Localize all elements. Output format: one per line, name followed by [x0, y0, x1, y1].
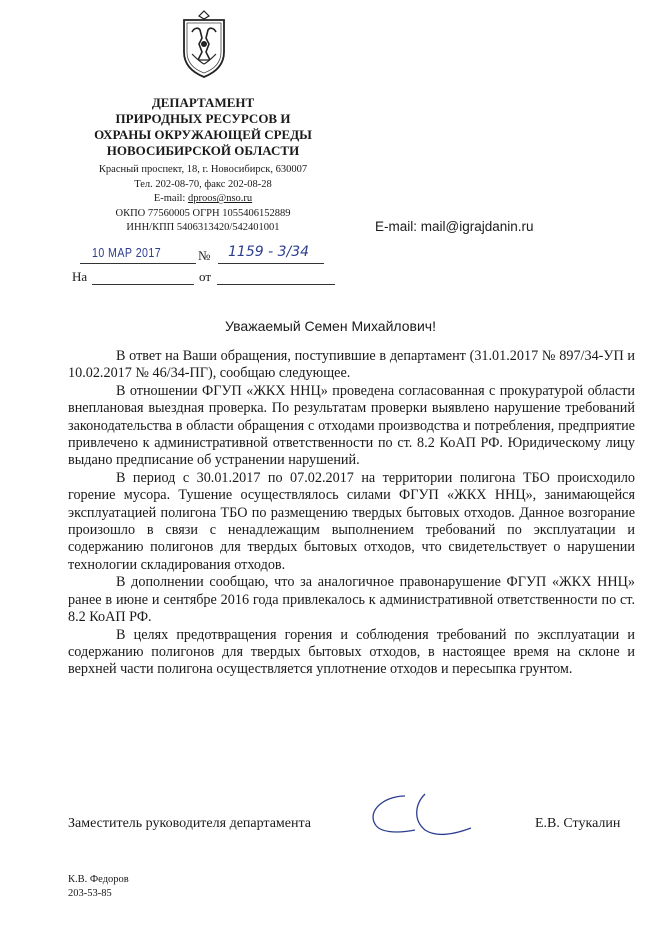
paragraph: В период с 30.01.2017 по 07.02.2017 на территории полигона ТБО происходило горение мусора. Тушение осуществлялось силами ФГУП «ЖКХ ННЦ», занимающейся эксплуатацией полигона ТБО по размещению твердых бытовых отходов. Данное возгорание произошло в связи с ненадлежащим выполнением требований по эксплуатации и содержанию полигонов для твердых бытовых отходов, что свидетельствует о нарушении технологии складирования отходов.: [68, 469, 635, 573]
signer-name: Е.В. Стукалин: [535, 816, 621, 831]
department-name-line: ПРИРОДНЫХ РЕСУРСОВ И: [115, 111, 291, 126]
sender-email-prefix: E-mail:: [153, 193, 188, 205]
sender-address: Красный проспект, 18, г. Новосибирск, 630007: [98, 164, 308, 175]
date-stamp: 10 МАР 2017: [92, 246, 162, 260]
department-name: [36, 95, 370, 159]
paragraph: В дополнении сообщаю, что за аналогичное правонарушение ФГУП «ЖКХ ННЦ» ранее в июне и сентябре 2016 года привлекалось к административной ответственности по ст. 8.2 КоАП РФ.: [68, 574, 635, 626]
paragraph: В отношении ФГУП «ЖКХ ННЦ» проведена согласованная с прокуратурой области внеплановая выездная проверка. По результатам проверки выявлено нарушение требований законодательства в области обращения с отходами производства и потребления, предприятие привлечено к административной ответственности по ст. 8.2 КоАП РФ. Юридическому лицу выдано предписание об устранении нарушений.: [68, 382, 635, 469]
handwritten-number: 1159 - 3/34: [228, 244, 310, 260]
sender-contacts: [36, 163, 370, 236]
coat-of-arms-icon: [178, 10, 230, 78]
date-underline: [80, 263, 196, 264]
number-label: №: [198, 248, 211, 263]
sender-email-link[interactable]: dproos@nso.ru: [187, 193, 253, 205]
sender-okpo: ОКПО 77560005 ОГРН 1055406152889: [115, 207, 291, 219]
executor-info: [68, 873, 129, 901]
letter-body: [68, 348, 635, 679]
department-name-line: НОВОСИБИРСКОЙ ОБЛАСТИ: [106, 143, 300, 158]
sender-email-line: [36, 192, 370, 207]
signature-icon: [355, 790, 475, 840]
department-name-line: ОХРАНЫ ОКРУЖАЮЩЕЙ СРЕДЫ: [94, 127, 312, 142]
sender-inn: ИНН/КПП 5406313420/542401001: [126, 222, 280, 234]
signer-position: Заместитель руководителя департамента: [68, 816, 311, 831]
na-label: На: [72, 269, 88, 284]
sender-phone: Тел. 202-08-70, факс 202-08-28: [134, 178, 272, 190]
department-name-line: ДЕПАРТАМЕНТ: [151, 95, 255, 110]
executor-name: К.В. Федоров: [68, 874, 129, 885]
executor-phone: 203-53-85: [68, 888, 112, 899]
ot-underline: [217, 284, 335, 285]
na-underline: [92, 284, 194, 285]
ot-label: от: [199, 269, 212, 284]
number-underline: [218, 263, 324, 264]
recipient-email: E-mail: mail@igrajdanin.ru: [375, 219, 534, 234]
paragraph: В ответ на Ваши обращения, поступившие в департамент (31.01.2017 № 897/34-УП и 10.02.2017 № 46/34-ПГ), сообщаю следующее.: [68, 348, 635, 382]
greeting: Уважаемый Семен Михайлович!: [225, 318, 436, 334]
paragraph: В целях предотвращения горения и соблюдения требований по эксплуатации и содержанию полигонов для твердых бытовых отходов, в настоящее время на склоне и верхней части полигона осуществляется уплотнение отходов и пересыпка грунтом.: [68, 626, 635, 678]
